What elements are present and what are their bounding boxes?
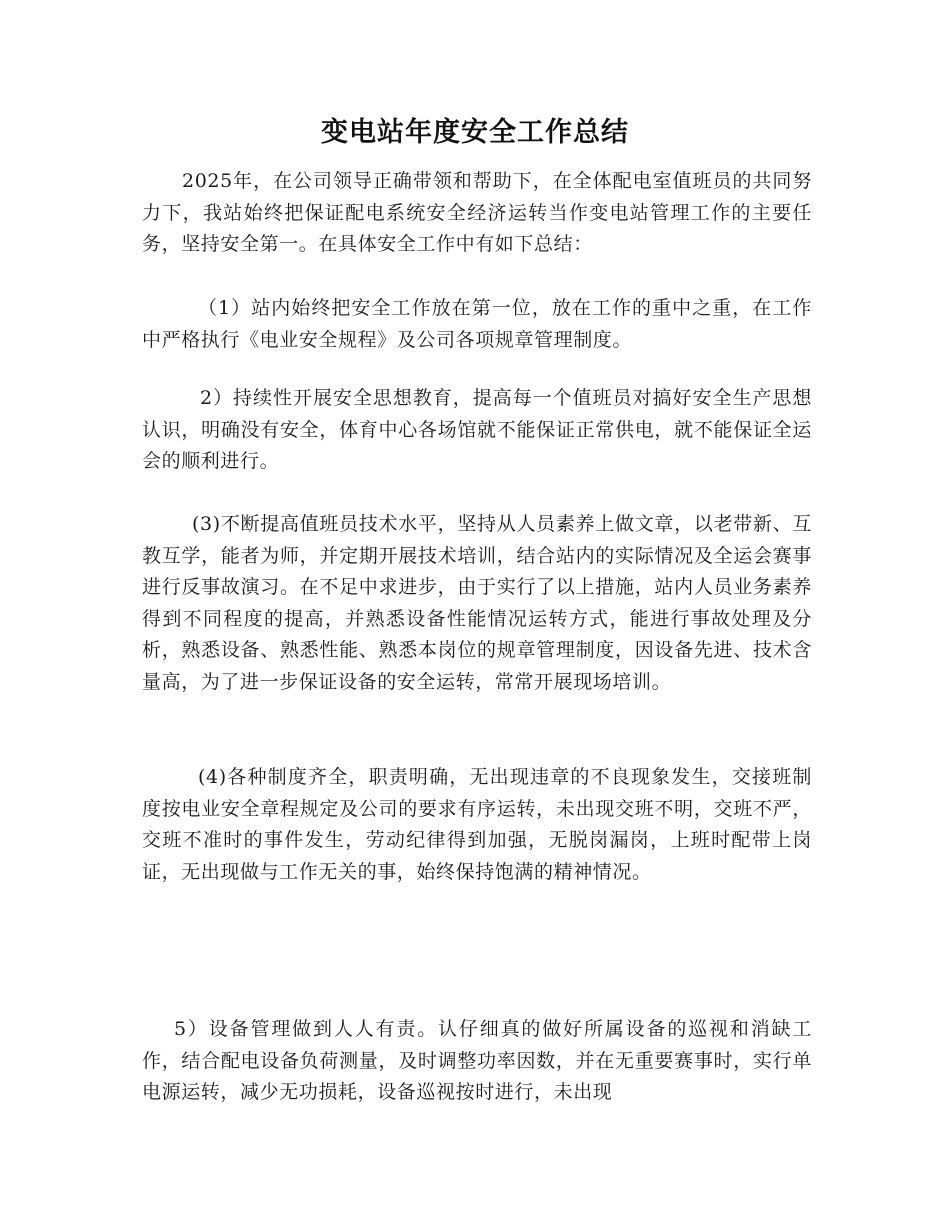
paragraph-item-4: (4)各种制度齐全，职责明确，无出现违章的不良现象发生，交接班制度按电业安全章程规定及公司的要求有序运转，未出现交班不明，交班不严，交班不准时的事件发生，劳动纪律得到加强，无脱岗漏岗，上班时配带上岗证，无出现做与工作无关的事，始终保持饱满的精神情况。 — [142, 766, 812, 883]
paragraph-item-2: 2）持续性开展安全思想教育，提高每一个值班员对搞好安全生产思想认识，明确没有安全，体育中心各场馆就不能保证正常供电，就不能保证全运会的顺利进行。 — [142, 387, 812, 472]
document-title: 变电站年度安全工作总结 — [321, 117, 629, 148]
paragraph-intro: 2025年，在公司领导正确带领和帮助下，在全体配电室值班员的共同努力下，我站始终把保证配电系统安全经济运转当作变电站管理工作的主要任务，坚持安全第一。在具体安全工作中有如下总结： — [142, 170, 812, 255]
paragraph-item-5: 5）设备管理做到人人有责。认仔细真的做好所属设备的巡视和消缺工作，结合配电设备负荷测量，及时调整功率因数，并在无重要赛事时，实行单电源运转，减少无功损耗，设备巡视按时进行，未出现 — [142, 1018, 812, 1103]
paragraph-item-1: （1）站内始终把安全工作放在第一位，放在工作的重中之重，在工作中严格执行《电业安全规程》及公司各项规章管理制度。 — [142, 297, 812, 351]
paragraph-item-3: (3)不断提高值班员技术水平，坚持从人员素养上做文章，以老带新、互教互学，能者为师，并定期开展技术培训，结合站内的实际情况及全运会赛事进行反事故演习。在不足中求进步，由于实行了以上措施，站内人员业务素养得到不同程度的提高，并熟悉设备性能情况运转方式，能进行事故处理及分析，熟悉设备、熟悉性能、熟悉本岗位的规章管理制度，因设备先进、技术含量高，为了进一步保证设备的安全运转，常常开展现场培训。 — [142, 513, 812, 693]
